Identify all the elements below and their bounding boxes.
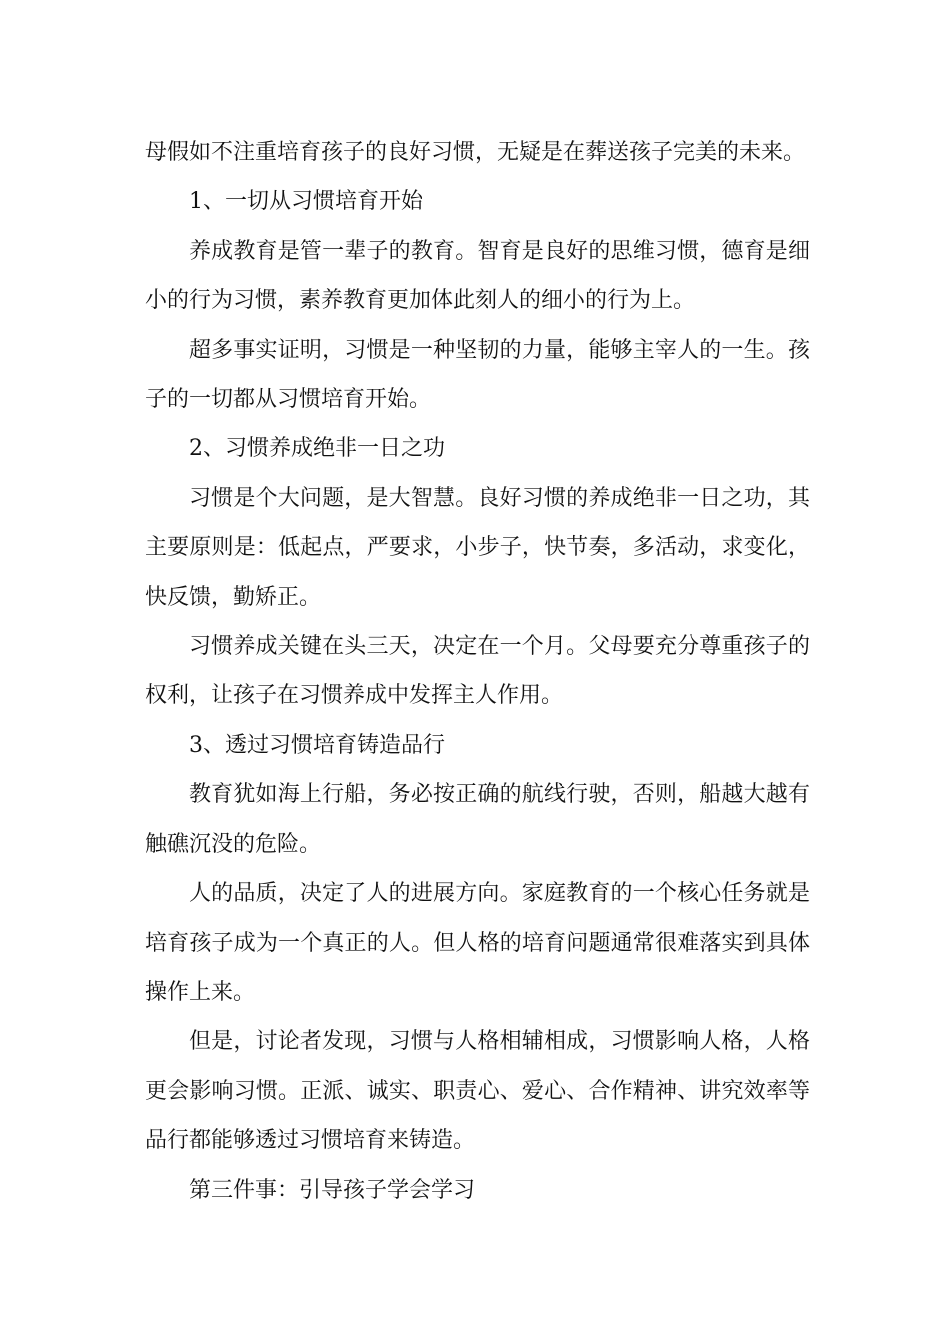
- section-heading-1: 1、一切从习惯培育开始: [189, 189, 423, 215]
- paragraph: 习惯是个大问题，是大智慧。良好习惯的养成绝非一日之功，其主要原则是：低起点，严要求，小步子，快节奏，多活动，求变化，快反馈，勤矫正。: [145, 485, 810, 610]
- paragraph: 人的品质，决定了人的进展方向。家庭教育的一个核心任务就是培育孩子成为一个真正的人。但人格的培育问题通常很难落实到具体操作上来。: [145, 881, 810, 1005]
- section-heading-3: 3、透过习惯培育铸造品行: [189, 732, 445, 758]
- paragraph: 教育犹如海上行船，务必按正确的航线行驶，否则，船越大越有触礁沉没的危险。: [145, 782, 810, 857]
- paragraph: 超多事实证明，习惯是一种坚韧的力量，能够主宰人的一生。孩子的一切都从习惯培育开始。: [145, 337, 810, 413]
- paragraph: 养成教育是管一辈子的教育。智育是良好的思维习惯，德育是细小的行为习惯，素养教育更加体此刻人的细小的行为上。: [145, 238, 810, 314]
- chapter-heading: 第三件事：引导孩子学会学习: [189, 1177, 476, 1203]
- paragraph: 习惯养成关键在头三天，决定在一个月。父母要充分尊重孩子的权利，让孩子在习惯养成中发挥主人作用。: [145, 634, 810, 709]
- paragraph: 但是，讨论者发现，习惯与人格相辅相成，习惯影响人格，人格更会影响习惯。正派、诚实、职责心、爱心、合作精神、讲究效率等品行都能够透过习惯培育来铸造。: [145, 1029, 810, 1154]
- paragraph-continuation: 母假如不注重培育孩子的良好习惯，无疑是在葬送孩子完美的未来。: [145, 140, 806, 165]
- section-heading-2: 2、习惯养成绝非一日之功: [189, 436, 445, 462]
- document-body: [145, 128, 810, 1215]
